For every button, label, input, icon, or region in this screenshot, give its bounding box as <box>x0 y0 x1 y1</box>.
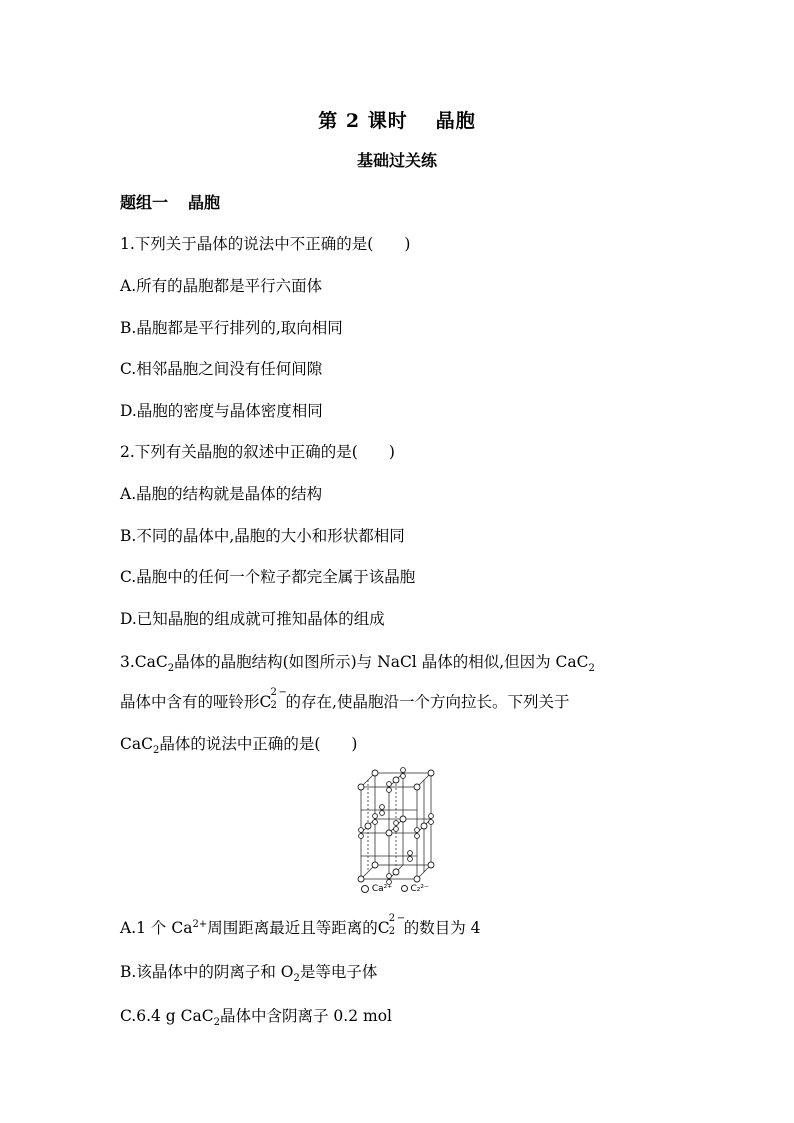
ion-charge-sign: − <box>396 913 406 924</box>
text: CaC <box>120 735 153 753</box>
text: 晶体的晶胞结构(如图所示)与 NaCl 晶体的相似,但因为 CaC <box>174 653 589 671</box>
lesson-number: 第 2 课时 <box>318 110 408 132</box>
q2-option-a: A.晶胞的结构就是晶体的结构 <box>120 485 323 503</box>
ion-charge-sign: − <box>278 687 287 698</box>
acetylide-ion <box>377 913 406 937</box>
group-number: 题组一 <box>120 193 169 212</box>
ca-legend-icon <box>361 885 369 893</box>
ca-ion <box>365 823 371 829</box>
text: A.1 个 Ca <box>120 919 193 937</box>
ion-subscript: 2 <box>388 926 396 937</box>
lesson-title <box>0 106 794 133</box>
text: 3.CaC <box>120 653 168 671</box>
ion-charge-number: 2 <box>270 687 277 698</box>
subscript: 2 <box>152 745 160 757</box>
ca-ion <box>372 862 378 868</box>
ion-charge-number: 2 <box>388 913 396 924</box>
q1-option-d: D.晶胞的密度与晶体密度相同 <box>120 402 323 420</box>
ca-ion <box>386 830 392 836</box>
ca-ion <box>393 777 399 783</box>
ca-ion <box>428 862 434 868</box>
ion-symbol: C <box>259 693 272 711</box>
text: 的数目为 4 <box>403 919 481 937</box>
acetylide-ion <box>259 687 287 711</box>
ca-ion <box>358 784 364 790</box>
text: C.6.4 g CaC <box>120 1007 214 1025</box>
superscript: 2+ <box>192 918 208 930</box>
c2-legend-label: C₂²⁻ <box>410 884 429 894</box>
ca-legend-label: Ca²⁺ <box>371 884 393 894</box>
q3-option-b <box>120 960 378 985</box>
q2-option-b: B.不同的晶体中,晶胞的大小和形状都相同 <box>120 527 405 545</box>
q3-option-a <box>120 913 481 938</box>
ca-ion <box>428 770 434 776</box>
subscript: 2 <box>167 663 175 675</box>
q2-option-d: D.已知晶胞的组成就可推知晶体的组成 <box>120 610 385 628</box>
ca-ion <box>393 869 399 875</box>
q1-stem: 1.下列关于晶体的说法中不正确的是( ) <box>120 235 411 253</box>
q3-stem-line1 <box>120 650 595 675</box>
lesson-topic: 晶胞 <box>435 110 476 132</box>
ca-ion <box>414 784 420 790</box>
text: 周围距离最近且等距离的 <box>207 919 378 937</box>
text: 是等电子体 <box>299 963 378 981</box>
text: 晶体的说法中正确的是( ) <box>159 735 358 753</box>
ca-ion <box>400 816 406 822</box>
ca-ion <box>414 876 420 882</box>
q1-option-a: A.所有的晶胞都是平行六面体 <box>120 277 323 295</box>
c2-legend-icon <box>401 885 408 892</box>
ca-ion <box>372 770 378 776</box>
ca-ion <box>421 823 427 829</box>
unit-cell-diagram <box>353 767 443 897</box>
text: 晶体中含有的哑铃形 <box>120 693 260 711</box>
ion-symbol: C <box>377 919 390 937</box>
q1-option-c: C.相邻晶胞之间没有任何间隙 <box>120 360 323 378</box>
cac2-unit-cell-figure <box>353 767 443 897</box>
q1-option-b: B.晶胞都是平行排列的,取向相同 <box>120 319 343 337</box>
section-subtitle: 基础过关练 <box>356 151 437 170</box>
text: 晶体中含阴离子 0.2 mol <box>220 1007 392 1025</box>
ion-subscript: 2 <box>270 700 277 711</box>
ca-ion <box>358 876 364 882</box>
subscript: 2 <box>213 1017 220 1029</box>
subscript: 2 <box>293 973 300 985</box>
q2-stem: 2.下列有关晶胞的叙述中正确的是( ) <box>120 443 395 461</box>
question-group-heading <box>120 190 220 213</box>
q2-option-c: C.晶胞中的任何一个粒子都完全属于该晶胞 <box>120 568 416 586</box>
figure-legend <box>361 884 429 894</box>
subscript: 2 <box>588 663 595 675</box>
group-topic: 晶胞 <box>188 193 221 212</box>
text: 的存在,使晶胞沿一个方向拉长。下列关于 <box>285 693 570 711</box>
text: B.该晶体中的阴离子和 O <box>120 963 294 981</box>
q3-stem-line2 <box>120 687 570 712</box>
q3-option-c <box>120 1004 392 1029</box>
q3-stem-line3 <box>120 732 358 757</box>
